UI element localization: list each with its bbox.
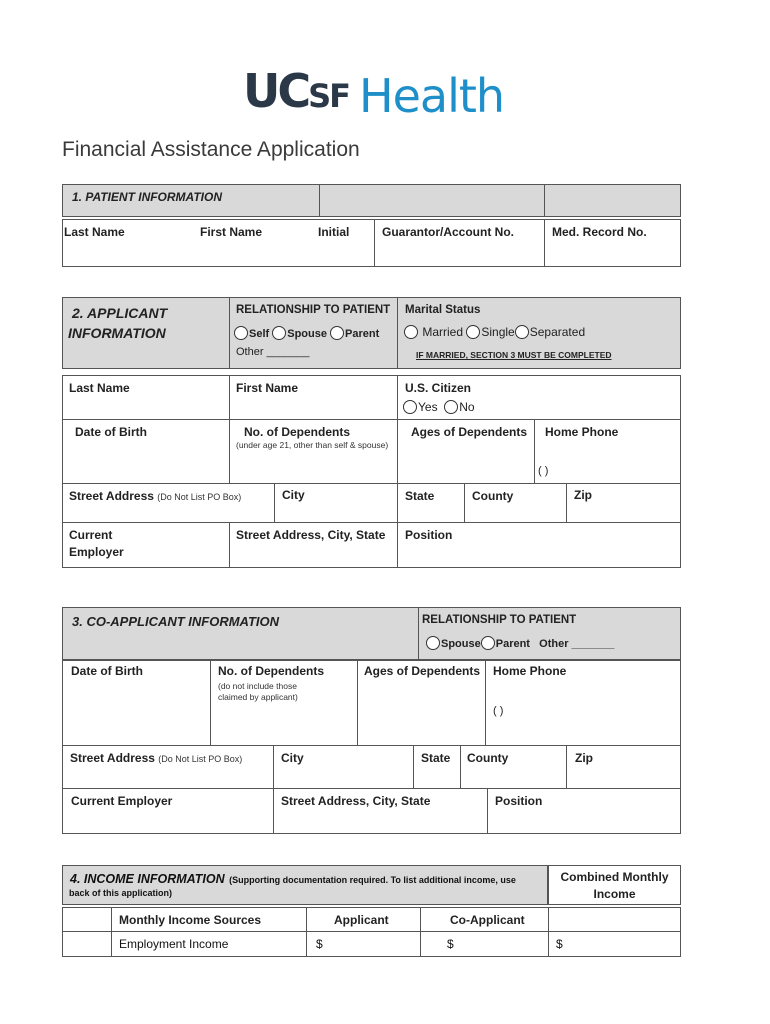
applicant-phone-field[interactable]: ( ) <box>538 465 549 477</box>
combined-income-label-2: Income <box>593 887 636 901</box>
employment-applicant-field[interactable]: $ <box>316 937 323 951</box>
patient-first-name-label: First Name <box>200 225 263 239</box>
co-dependents-note-2: claimed by applicant) <box>218 692 298 702</box>
citizen-yes-radio[interactable] <box>403 400 417 414</box>
applicant-section-title-2: INFORMATION <box>68 325 166 341</box>
rel-self-label: Self <box>249 328 270 340</box>
income-note: (Supporting documentation required. To list additional income, use <box>229 875 516 885</box>
single-radio[interactable] <box>466 325 480 339</box>
applicant-relationship-label: RELATIONSHIP TO PATIENT <box>236 304 391 316</box>
applicant-state-label: State <box>405 489 435 503</box>
citizen-no-label: No <box>459 400 475 414</box>
applicant-emp-address-label: Street Address, City, State <box>236 528 386 542</box>
applicant-employer-label-1: Current <box>69 528 113 542</box>
co-dependents-note-1: (do not include those <box>218 681 297 691</box>
income-section-title-row <box>70 870 516 888</box>
rel-parent-label: Parent <box>345 328 380 340</box>
income-section-title: 4. INCOME INFORMATION <box>70 872 225 886</box>
marital-status-label: Marital Status <box>405 304 481 316</box>
applicant-dependents-note: (under age 21, other than self & spouse) <box>236 440 389 450</box>
income-col-coapplicant: Co-Applicant <box>450 913 525 927</box>
applicant-street-label: Street Address (Do Not List PO Box) <box>69 489 242 503</box>
married-radio[interactable] <box>404 325 418 339</box>
rel-spouse-label: Spouse <box>287 328 327 340</box>
applicant-county-label: County <box>472 489 514 503</box>
single-label: Single <box>481 325 515 339</box>
co-dependents-label: No. of Dependents <box>218 664 325 678</box>
applicant-city-label: City <box>282 488 305 502</box>
married-note: IF MARRIED, SECTION 3 MUST BE COMPLETED <box>416 350 612 360</box>
citizen-yes-label: Yes <box>418 400 438 414</box>
applicant-home-phone-label: Home Phone <box>545 425 619 439</box>
applicant-section-title-1: 2. APPLICANT <box>72 305 168 321</box>
patient-initial-label: Initial <box>318 225 350 239</box>
applicant-dependents-label: No. of Dependents <box>244 425 351 439</box>
med-record-label: Med. Record No. <box>552 225 647 239</box>
logo-ucsf: UCSF <box>243 64 350 118</box>
co-state-label: State <box>421 751 451 765</box>
applicant-dob-label: Date of Birth <box>75 425 147 439</box>
employment-combined-field[interactable]: $ <box>556 937 563 951</box>
co-dob-label: Date of Birth <box>71 664 143 678</box>
co-emp-address-label: Street Address, City, State <box>281 794 431 808</box>
co-rel-parent-label: Parent <box>495 638 530 650</box>
us-citizen-label: U.S. Citizen <box>405 381 472 395</box>
separated-radio[interactable] <box>515 325 529 339</box>
patient-section-title: 1. PATIENT INFORMATION <box>72 190 222 204</box>
patient-last-name-label: Last Name <box>64 225 125 239</box>
rel-parent-radio[interactable] <box>330 326 344 340</box>
rel-other-field[interactable]: Other _______ <box>236 346 310 358</box>
applicant-ages-label: Ages of Dependents <box>411 425 528 439</box>
co-rel-parent-radio[interactable] <box>481 636 495 650</box>
applicant-first-name-label: First Name <box>236 381 299 395</box>
co-city-label: City <box>281 751 304 765</box>
co-employer-label: Current Employer <box>71 794 173 808</box>
separated-label: Separated <box>529 325 586 339</box>
logo-health: Health <box>359 69 505 123</box>
citizen-no-radio[interactable] <box>444 400 458 414</box>
applicant-employer-label-2: Employer <box>69 545 124 559</box>
rel-self-radio[interactable] <box>234 326 248 340</box>
income-row-employment-label: Employment Income <box>119 937 229 951</box>
co-rel-spouse-label: Spouse <box>441 638 481 650</box>
rel-spouse-radio[interactable] <box>272 326 286 340</box>
co-zip-label: Zip <box>575 751 593 765</box>
page-title: Financial Assistance Application <box>62 138 360 161</box>
income-col-applicant: Applicant <box>334 913 389 927</box>
co-rel-other-field[interactable]: Other _______ <box>539 638 615 650</box>
applicant-position-label: Position <box>405 528 453 542</box>
combined-income-label-1: Combined Monthly <box>560 870 669 884</box>
co-rel-spouse-radio[interactable] <box>426 636 440 650</box>
applicant-last-name-label: Last Name <box>69 381 130 395</box>
applicant-zip-label: Zip <box>574 488 592 502</box>
guarantor-account-label: Guarantor/Account No. <box>382 225 515 239</box>
married-label: Married <box>422 325 464 339</box>
co-ages-label: Ages of Dependents <box>364 664 481 678</box>
employment-coapplicant-field[interactable]: $ <box>447 937 454 951</box>
co-position-label: Position <box>495 794 543 808</box>
co-phone-field[interactable]: ( ) <box>493 705 504 717</box>
ucsf-health-logo <box>243 64 505 123</box>
co-home-phone-label: Home Phone <box>493 664 567 678</box>
income-col-sources: Monthly Income Sources <box>119 913 262 927</box>
coapplicant-relationship-label: RELATIONSHIP TO PATIENT <box>422 614 577 626</box>
co-county-label: County <box>467 751 509 765</box>
coapplicant-section-title: 3. CO-APPLICANT INFORMATION <box>72 614 280 629</box>
income-note-2: back of this application) <box>69 888 173 898</box>
co-street-label: Street Address (Do Not List PO Box) <box>70 751 243 765</box>
